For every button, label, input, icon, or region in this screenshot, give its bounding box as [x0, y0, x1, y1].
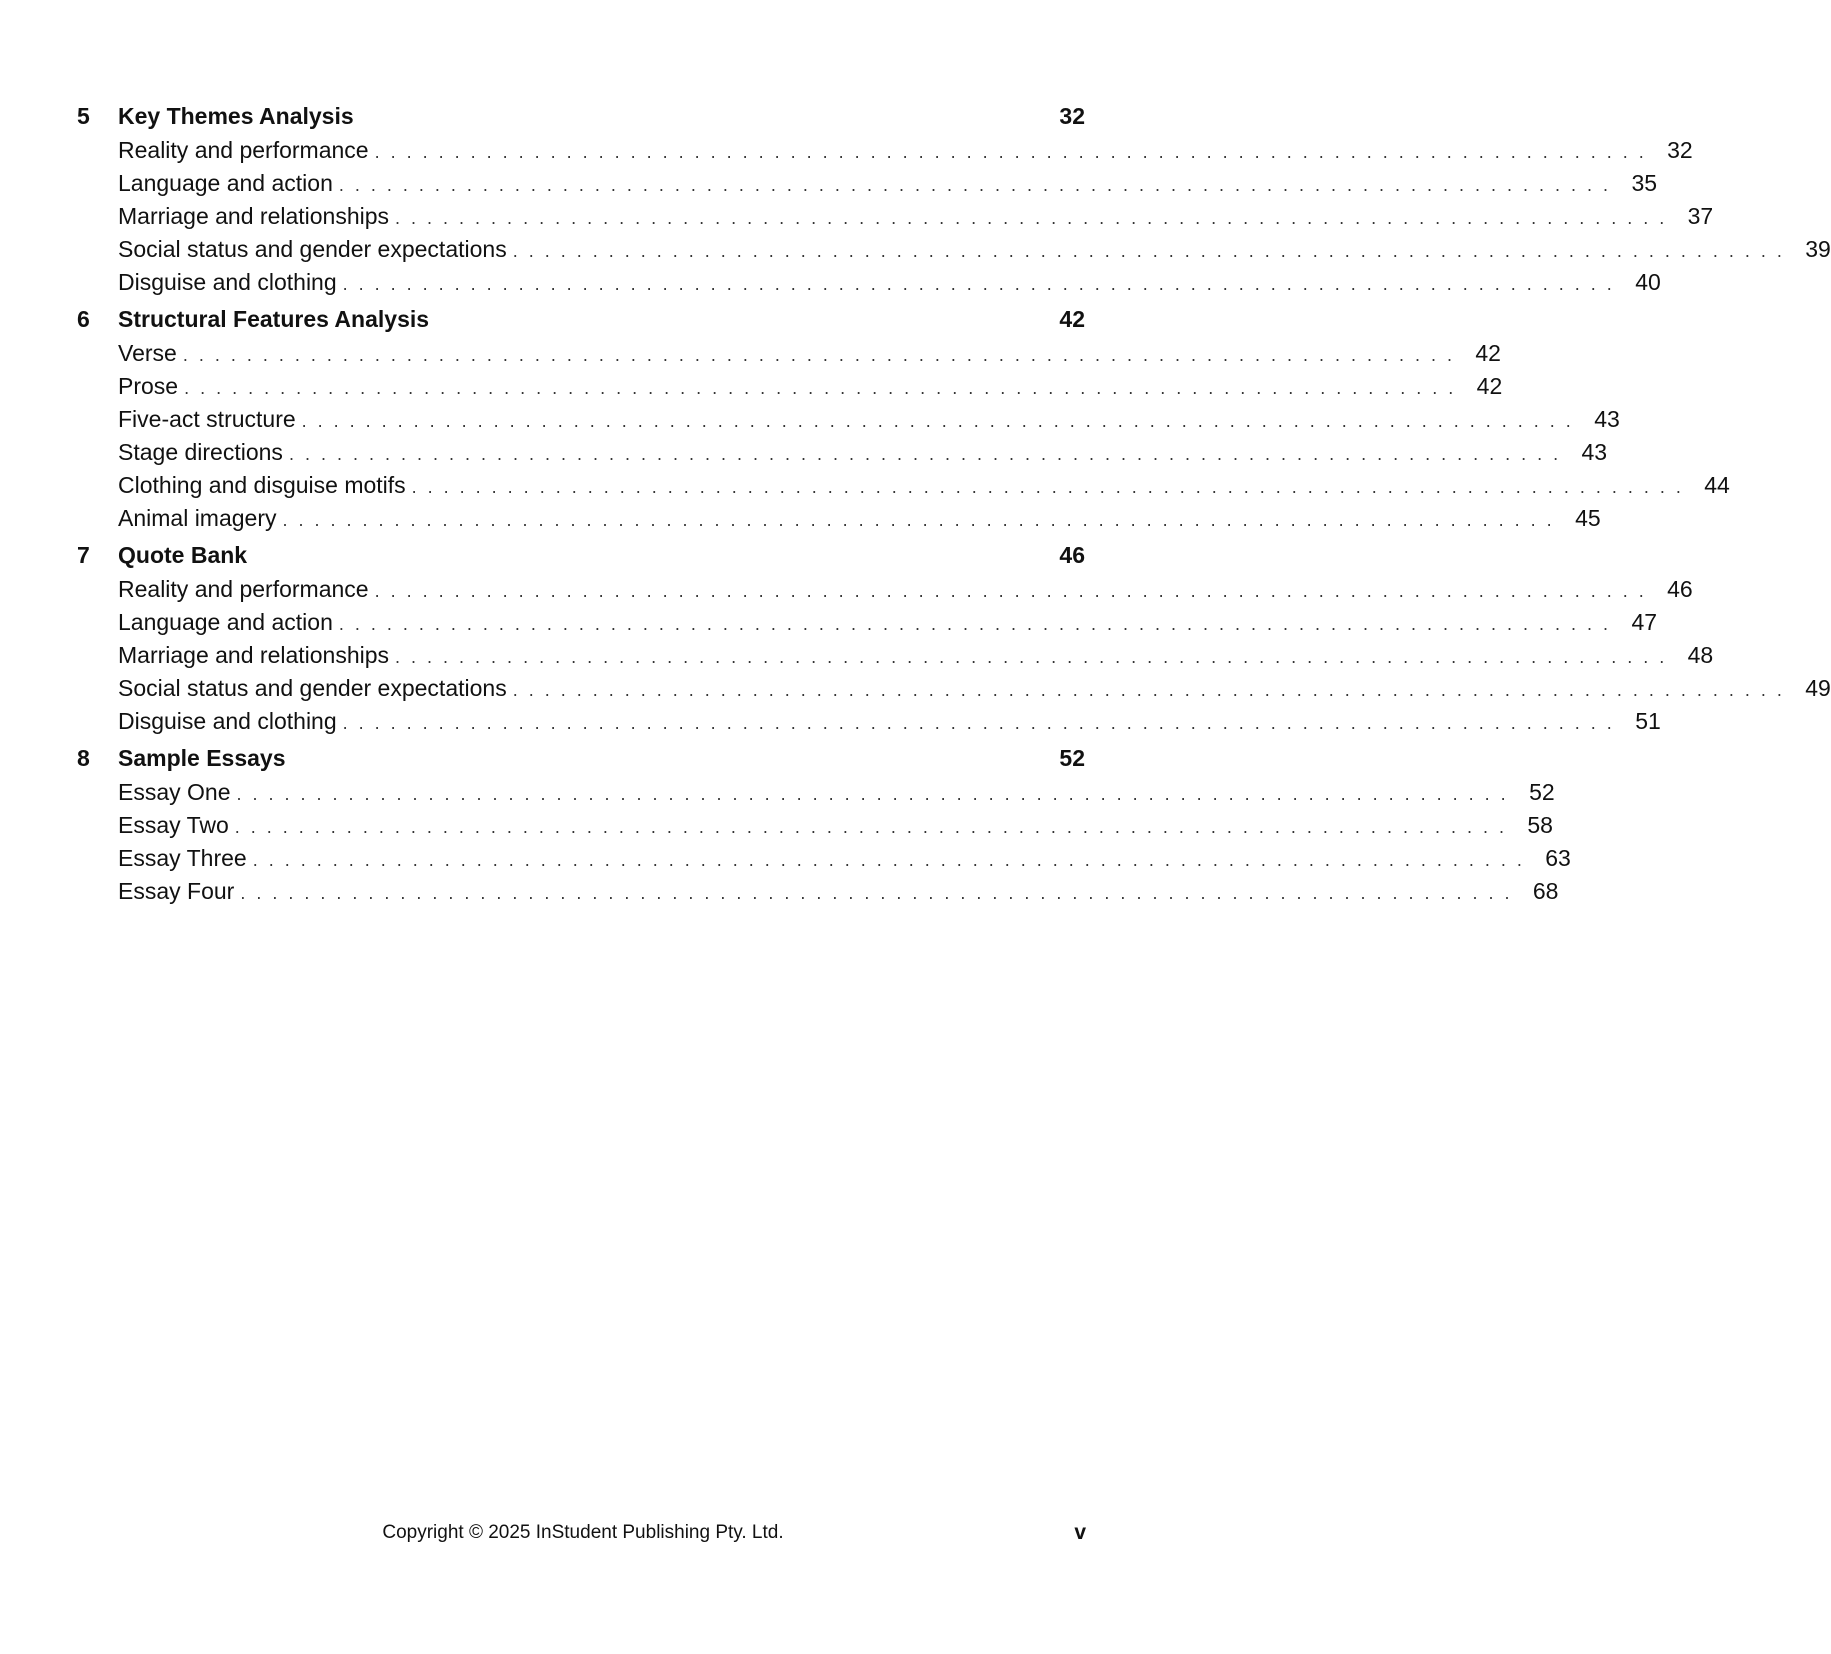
toc-entry[interactable] [77, 776, 1555, 809]
toc-entry-page-number: 35 [1631, 170, 1658, 196]
table-of-contents [77, 98, 1831, 910]
toc-entry-title: Language and action [118, 170, 333, 196]
toc-section-heading[interactable] [77, 98, 1085, 134]
toc-entry[interactable] [77, 266, 1661, 299]
dot-leader: . . . . . . . . . . . . . . . . . . . . . . . . . . . . . . . . . . . . . . . . . . . . . . . . . . . . . . . . . . . . . . . . . . . . . . . . . . . . . . . . [342, 713, 1615, 733]
toc-entry[interactable] [77, 573, 1693, 606]
dot-leader: . . . . . . . . . . . . . . . . . . . . . . . . . . . . . . . . . . . . . . . . . . . . . . . . . . . . . . . . . . . . . . . . . . . . . . . . . . . . . . . . [282, 510, 1555, 530]
toc-entry-page-number: 49 [1805, 675, 1831, 701]
toc-entry-page-number: 47 [1631, 609, 1658, 635]
toc-entry[interactable] [77, 337, 1501, 370]
toc-entry[interactable] [77, 233, 1831, 266]
section-number: 6 [77, 306, 90, 332]
toc-entry-page-number: 40 [1635, 269, 1661, 295]
toc-section-heading[interactable] [77, 301, 1085, 337]
dot-leader: . . . . . . . . . . . . . . . . . . . . . . . . . . . . . . . . . . . . . . . . . . . . . . . . . . . . . . . . . . . . . . . . . . . . . . . . . . . . . . . . [301, 411, 1574, 431]
toc-entry[interactable] [77, 672, 1831, 705]
toc-entry-title: Reality and performance [118, 576, 369, 602]
toc-entry[interactable] [77, 167, 1658, 200]
toc-section-heading[interactable] [77, 740, 1085, 776]
toc-entry-page-number: 43 [1581, 439, 1608, 465]
toc-entry-page-number: 37 [1687, 203, 1714, 229]
dot-leader: . . . . . . . . . . . . . . . . . . . . . . . . . . . . . . . . . . . . . . . . . . . . . . . . . . . . . . . . . . . . . . . . . . . . . . . . . . . . . . . . [512, 680, 1785, 700]
dot-leader: . . . . . . . . . . . . . . . . . . . . . . . . . . . . . . . . . . . . . . . . . . . . . . . . . . . . . . . . . . . . . . . . . . . . . . . . . . . . . . . . [236, 784, 1509, 804]
toc-entry-page-number: 68 [1532, 878, 1559, 904]
toc-entry-page-number: 51 [1635, 708, 1661, 734]
toc-entry[interactable] [77, 705, 1661, 738]
toc-entry-page-number: 42 [1475, 340, 1501, 366]
dot-leader: . . . . . . . . . . . . . . . . . . . . . . . . . . . . . . . . . . . . . . . . . . . . . . . . . . . . . . . . . . . . . . . . . . . . . . . . . . . . . . . . [342, 274, 1615, 294]
toc-section [77, 537, 1831, 738]
page-footer [0, 1518, 1166, 1548]
toc-entry[interactable] [77, 469, 1730, 502]
dot-leader: . . . . . . . . . . . . . . . . . . . . . . . . . . . . . . . . . . . . . . . . . . . . . . . . . . . . . . . . . . . . . . . . . . . . . . . . . . . . . . . . [411, 477, 1684, 497]
dot-leader: . . . . . . . . . . . . . . . . . . . . . . . . . . . . . . . . . . . . . . . . . . . . . . . . . . . . . . . . . . . . . . . . . . . . . . . . . . . . . . . . [288, 444, 1562, 464]
page-number: v [1074, 1521, 1086, 1544]
toc-entry-title: Prose [118, 373, 179, 399]
toc-entry-title: Five-act structure [118, 406, 296, 432]
toc-entry-page-number: 44 [1704, 472, 1730, 498]
toc-section [77, 98, 1831, 299]
toc-entry-page-number: 45 [1575, 505, 1601, 531]
dot-leader: . . . . . . . . . . . . . . . . . . . . . . . . . . . . . . . . . . . . . . . . . . . . . . . . . . . . . . . . . . . . . . . . . . . . . . . . . . . . . . . . [338, 175, 1612, 195]
toc-entry-page-number: 46 [1667, 576, 1693, 602]
section-number: 8 [77, 745, 90, 771]
toc-entry-title: Disguise and clothing [118, 708, 337, 734]
section-number: 7 [77, 542, 90, 568]
dot-leader: . . . . . . . . . . . . . . . . . . . . . . . . . . . . . . . . . . . . . . . . . . . . . . . . . . . . . . . . . . . . . . . . . . . . . . . . . . . . . . . . [184, 378, 1457, 398]
toc-entry-title: Marriage and relationships [118, 203, 390, 229]
toc-entry-page-number: 58 [1527, 812, 1553, 838]
toc-entry-title: Essay Four [118, 878, 235, 904]
toc-entry-page-number: 39 [1805, 236, 1831, 262]
toc-entry-page-number: 43 [1594, 406, 1620, 432]
toc-entry-page-number: 42 [1476, 373, 1503, 399]
dot-leader: . . . . . . . . . . . . . . . . . . . . . . . . . . . . . . . . . . . . . . . . . . . . . . . . . . . . . . . . . . . . . . . . . . . . . . . . . . . . . . . . [395, 208, 1668, 228]
toc-entry-title: Essay Three [118, 845, 247, 871]
toc-entry[interactable] [77, 606, 1658, 639]
section-title: Quote Bank [118, 542, 248, 568]
toc-entry-title: Social status and gender expectations [118, 236, 507, 262]
toc-section-heading[interactable] [77, 537, 1085, 573]
toc-entry-page-number: 63 [1545, 845, 1571, 871]
section-title: Sample Essays [118, 745, 286, 771]
dot-leader: . . . . . . . . . . . . . . . . . . . . . . . . . . . . . . . . . . . . . . . . . . . . . . . . . . . . . . . . . . . . . . . . . . . . . . . . . . . . . . . . [252, 850, 1525, 870]
toc-entry[interactable] [77, 200, 1714, 233]
section-page-number: 46 [1059, 542, 1085, 568]
copyright-notice: Copyright © 2025 InStudent Publishing Pty. Ltd. [382, 1522, 784, 1543]
toc-entry-page-number: 52 [1529, 779, 1555, 805]
toc-entry[interactable] [77, 502, 1601, 535]
toc-entry-title: Animal imagery [118, 505, 277, 531]
toc-entry-title: Stage directions [118, 439, 283, 465]
toc-entry-title: Disguise and clothing [118, 269, 337, 295]
section-page-number: 52 [1059, 745, 1085, 771]
section-page-number: 32 [1059, 103, 1085, 129]
toc-entry[interactable] [77, 875, 1559, 908]
toc-entry-page-number: 32 [1667, 137, 1693, 163]
section-title: Structural Features Analysis [118, 306, 430, 332]
toc-entry-title: Clothing and disguise motifs [118, 472, 406, 498]
toc-entry-page-number: 48 [1687, 642, 1714, 668]
toc-section [77, 301, 1730, 535]
toc-entry-title: Social status and gender expectations [118, 675, 507, 701]
toc-entry[interactable] [77, 639, 1714, 672]
toc-entry[interactable] [77, 134, 1693, 167]
toc-entry-title: Essay Two [118, 812, 229, 838]
section-number: 5 [77, 103, 90, 129]
dot-leader: . . . . . . . . . . . . . . . . . . . . . . . . . . . . . . . . . . . . . . . . . . . . . . . . . . . . . . . . . . . . . . . . . . . . . . . . . . . . . . . . [338, 614, 1612, 634]
dot-leader: . . . . . . . . . . . . . . . . . . . . . . . . . . . . . . . . . . . . . . . . . . . . . . . . . . . . . . . . . . . . . . . . . . . . . . . . . . . . . . . . [182, 345, 1455, 365]
toc-entry[interactable] [77, 436, 1608, 469]
toc-entry-title: Reality and performance [118, 137, 369, 163]
section-page-number: 42 [1059, 306, 1085, 332]
toc-entry-title: Verse [118, 340, 177, 366]
toc-entry-title: Essay One [118, 779, 231, 805]
toc-entry-title: Language and action [118, 609, 333, 635]
toc-entry[interactable] [77, 403, 1620, 436]
toc-entry-title: Marriage and relationships [118, 642, 390, 668]
section-title: Key Themes Analysis [118, 103, 354, 129]
toc-entry[interactable] [77, 809, 1553, 842]
dot-leader: . . . . . . . . . . . . . . . . . . . . . . . . . . . . . . . . . . . . . . . . . . . . . . . . . . . . . . . . . . . . . . . . . . . . . . . . . . . . . . . . [234, 817, 1507, 837]
toc-section [77, 740, 1571, 908]
dot-leader: . . . . . . . . . . . . . . . . . . . . . . . . . . . . . . . . . . . . . . . . . . . . . . . . . . . . . . . . . . . . . . . . . . . . . . . . . . . . . . . . [374, 581, 1647, 601]
toc-entry[interactable] [77, 370, 1503, 403]
dot-leader: . . . . . . . . . . . . . . . . . . . . . . . . . . . . . . . . . . . . . . . . . . . . . . . . . . . . . . . . . . . . . . . . . . . . . . . . . . . . . . . . [512, 241, 1785, 261]
dot-leader: . . . . . . . . . . . . . . . . . . . . . . . . . . . . . . . . . . . . . . . . . . . . . . . . . . . . . . . . . . . . . . . . . . . . . . . . . . . . . . . . [395, 647, 1668, 667]
dot-leader: . . . . . . . . . . . . . . . . . . . . . . . . . . . . . . . . . . . . . . . . . . . . . . . . . . . . . . . . . . . . . . . . . . . . . . . . . . . . . . . . [240, 883, 1513, 903]
toc-entry[interactable] [77, 842, 1571, 875]
dot-leader: . . . . . . . . . . . . . . . . . . . . . . . . . . . . . . . . . . . . . . . . . . . . . . . . . . . . . . . . . . . . . . . . . . . . . . . . . . . . . . . . [374, 142, 1647, 162]
